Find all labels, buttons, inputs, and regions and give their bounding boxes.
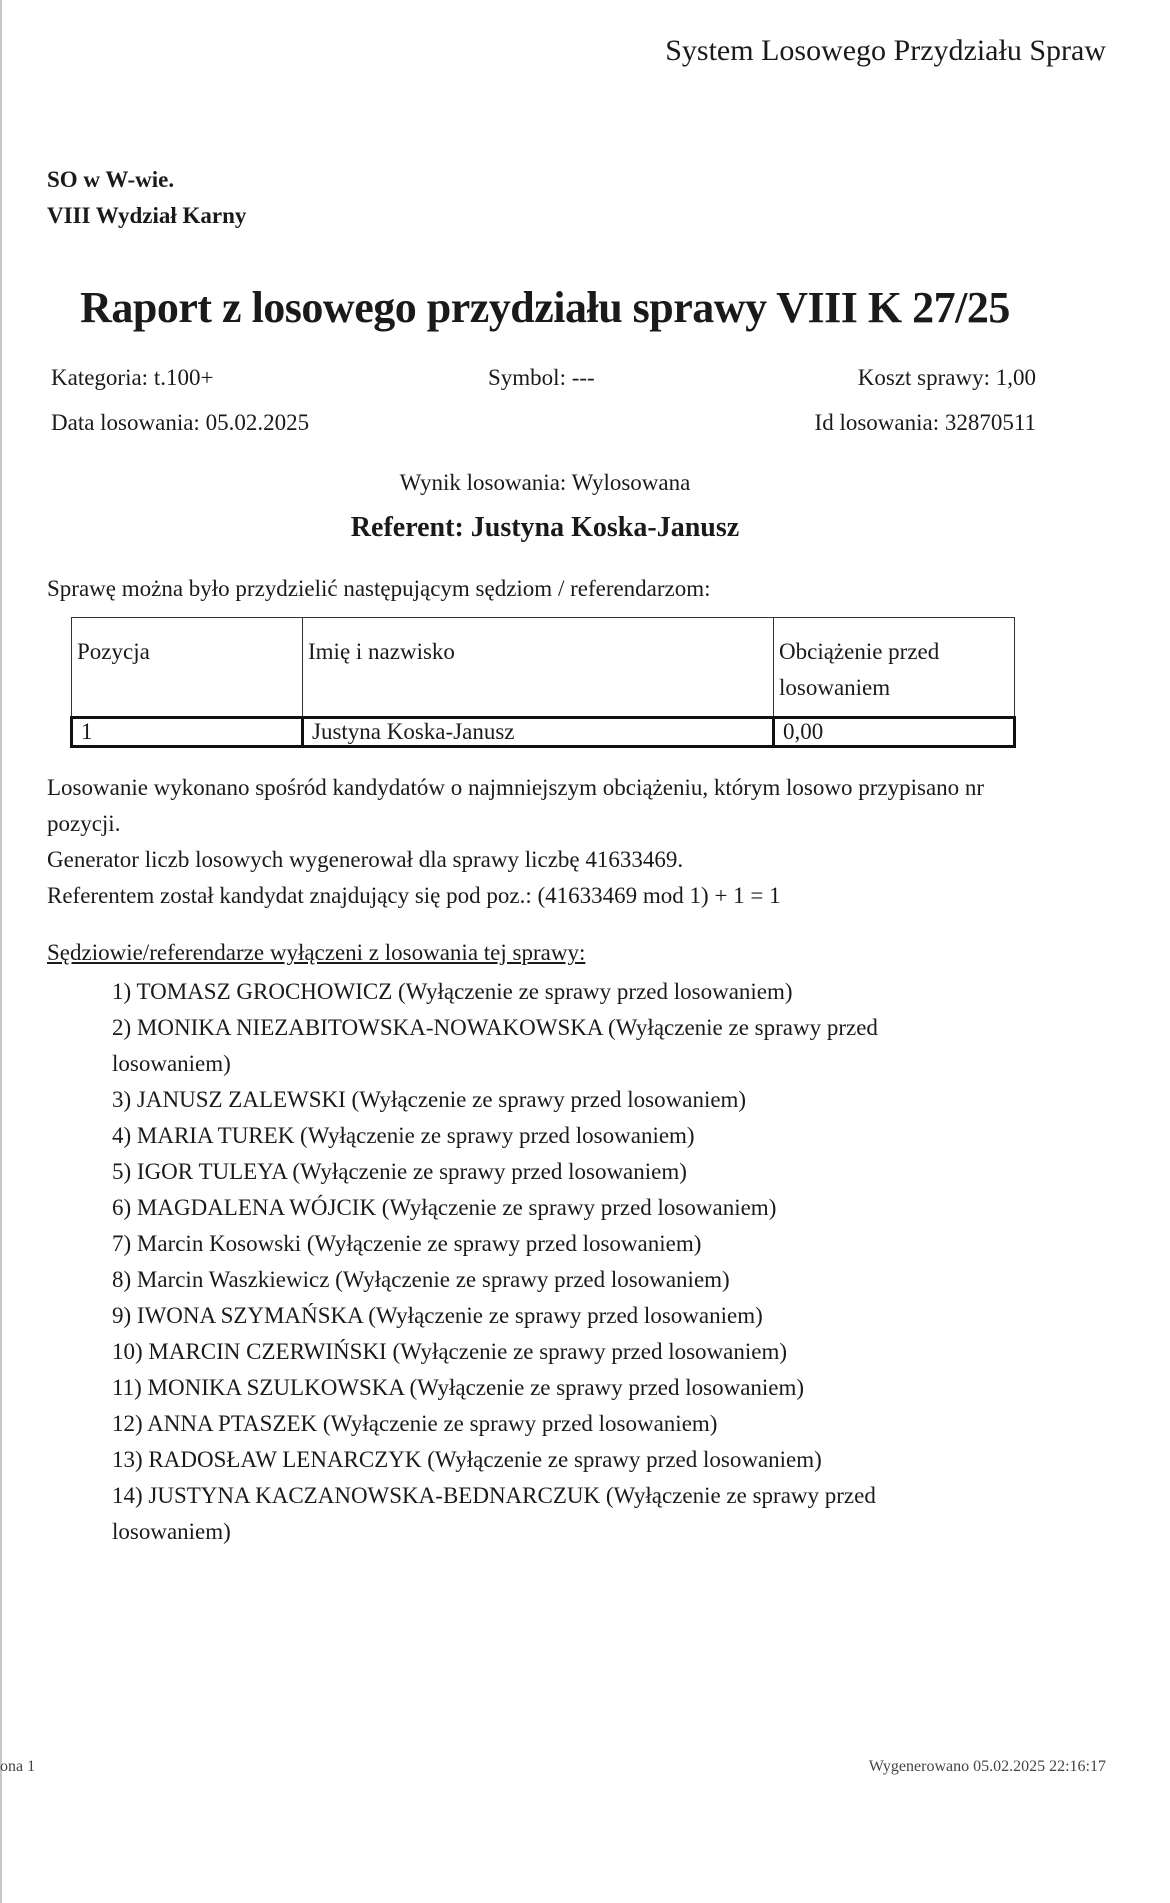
list-item: 4) MARIA TUREK (Wyłączenie ze sprawy przed losowaniem)	[112, 1123, 695, 1148]
list-item: 12) ANNA PTASZEK (Wyłączenie ze sprawy przed losowaniem)	[112, 1411, 718, 1436]
list-item: 7) Marcin Kosowski (Wyłączenie ze sprawy przed losowaniem)	[112, 1231, 702, 1256]
list-item: 8) Marcin Waszkiewicz (Wyłączenie ze sprawy przed losowaniem)	[112, 1267, 730, 1292]
court-division: VIII Wydział Karny	[47, 203, 247, 228]
draw-id: Id losowania: 32870511	[814, 410, 1036, 435]
page-number: ona 1	[0, 1758, 36, 1775]
list-item: 11) MONIKA SZULKOWSKA (Wyłączenie ze sprawy przed losowaniem)	[112, 1375, 805, 1400]
excluded-list	[112, 974, 932, 1550]
symbol: Symbol: ---	[488, 365, 595, 390]
table-header-row	[72, 618, 1015, 718]
list-item: 14) JUSTYNA KACZANOWSKA-BEDNARCZUK (Wyłączenie ze sprawy przed losowaniem)	[112, 1483, 876, 1544]
list-item: 1) TOMASZ GROCHOWICZ (Wyłączenie ze sprawy przed losowaniem)	[112, 979, 793, 1004]
list-item: 3) JANUSZ ZALEWSKI (Wyłączenie ze sprawy przed losowaniem)	[112, 1087, 747, 1112]
list-item: 5) IGOR TULEYA (Wyłączenie ze sprawy przed losowaniem)	[112, 1159, 687, 1184]
report-title: Raport z losowego przydziału sprawy VIII K 27/25	[80, 283, 1010, 332]
list-item: 13) RADOSŁAW LENARCZYK (Wyłączenie ze sprawy przed losowaniem)	[112, 1447, 822, 1472]
candidates-intro: Sprawę można było przydzielić następującym sędziom / referendarzom:	[47, 576, 711, 601]
candidates-table	[70, 617, 1016, 748]
table-row	[72, 718, 1015, 747]
generated-timestamp: Wygenerowano 05.02.2025 22:16:17	[868, 1758, 1106, 1775]
row-load: 0,00	[774, 718, 1015, 747]
category: Kategoria: t.100+	[51, 365, 214, 390]
column-header-name: Imię i nazwisko	[303, 618, 774, 718]
case-cost: Koszt sprawy: 1,00	[857, 365, 1036, 390]
row-name: Justyna Koska-Janusz	[303, 718, 774, 747]
draw-explanation	[47, 770, 1047, 914]
list-item: 6) MAGDALENA WÓJCIK (Wyłączenie ze sprawy przed losowaniem)	[112, 1195, 777, 1220]
explanation-formula: Referentem został kandydat znajdujący się pod poz.: (41633469 mod 1) + 1 = 1	[47, 883, 781, 908]
draw-result: Wynik losowania: Wylosowana	[399, 470, 691, 495]
referent: Referent: Justyna Koska-Janusz	[350, 512, 740, 543]
list-item: 10) MARCIN CZERWIŃSKI (Wyłączenie ze sprawy przed losowaniem)	[112, 1339, 788, 1364]
explanation-method: Losowanie wykonano spośród kandydatów o najmniejszym obciążeniu, którym losowo przypisano nr pozycji.	[47, 775, 985, 836]
explanation-random-number: Generator liczb losowych wygenerował dla sprawy liczbę 41633469.	[47, 847, 684, 872]
list-item: 9) IWONA SZYMAŃSKA (Wyłączenie ze sprawy przed losowaniem)	[112, 1303, 763, 1328]
row-position: 1	[72, 718, 303, 747]
court-header	[47, 162, 246, 234]
excluded-heading: Sędziowie/referendarze wyłączeni z losowania tej sprawy:	[47, 940, 586, 965]
column-header-load: Obciążenie przed losowaniem	[774, 618, 1015, 718]
list-item: 2) MONIKA NIEZABITOWSKA-NOWAKOWSKA (Wyłączenie ze sprawy przed losowaniem)	[112, 1015, 878, 1076]
column-header-position: Pozycja	[72, 618, 303, 718]
draw-date: Data losowania: 05.02.2025	[51, 410, 310, 435]
court-name: SO w W-wie.	[47, 167, 175, 192]
system-title: System Losowego Przydziału Spraw	[665, 34, 1106, 67]
